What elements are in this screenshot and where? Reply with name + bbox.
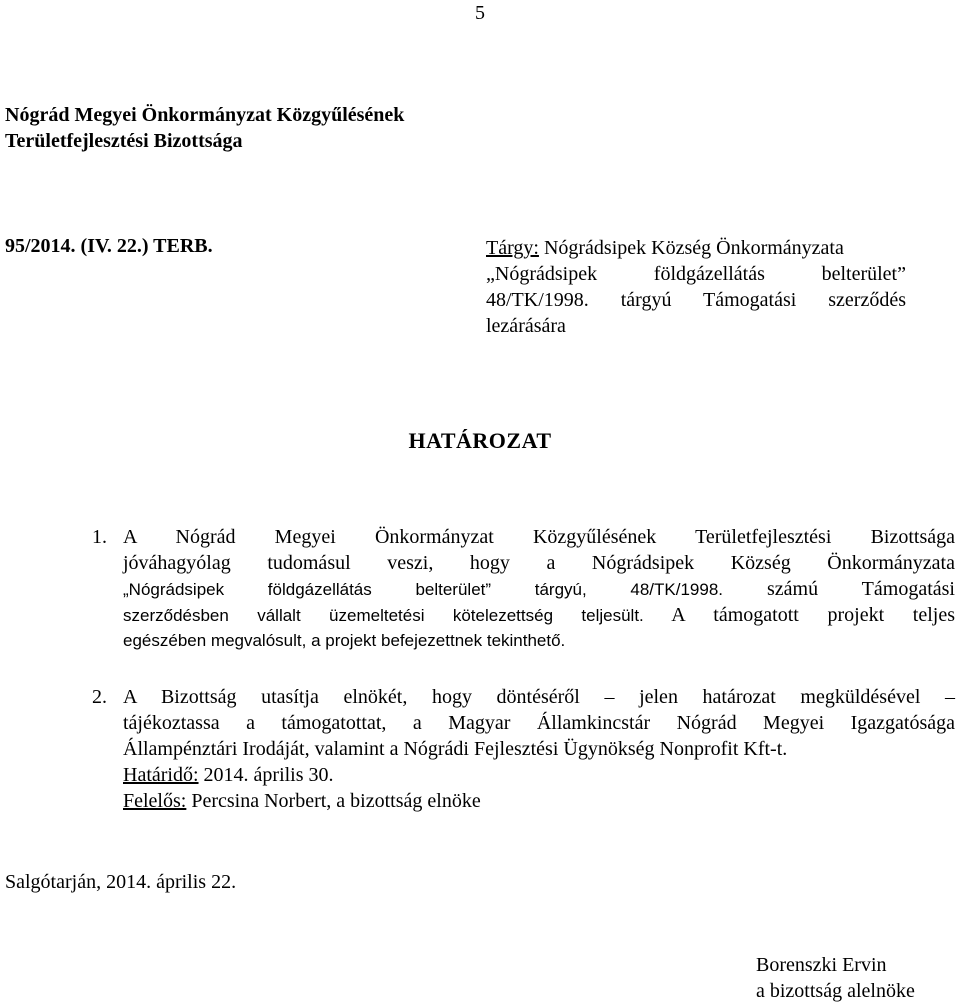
deadline-value: 2014. április 30. <box>198 764 334 786</box>
subject-line-2: „Nógrádsipek földgázellátás belterület” <box>486 263 906 285</box>
subject-block <box>486 235 906 339</box>
decision-id: 95/2014. (IV. 22.) TERB. <box>5 235 213 257</box>
point-1-line-4 <box>123 602 955 628</box>
responsible-line <box>123 788 955 814</box>
point-1-line-4-serif: A támogatott projekt teljes <box>643 604 955 626</box>
subject-label: Tárgy: <box>486 237 539 259</box>
point-1-line-3 <box>123 576 955 602</box>
point-1-paragraph <box>123 524 955 654</box>
responsible-value: Percsina Norbert, a bizottság elnöke <box>186 790 481 812</box>
point-2-line-1: A Bizottság utasítja elnökét, hogy döntéséről – jelen határozat megküldésével – <box>123 686 955 708</box>
point-2-line-3: Állampénztári Irodáját, valamint a Nógrádi Fejlesztési Ügynökség Nonprofit Kft-t. <box>123 738 788 760</box>
subject-line-1 <box>486 235 906 261</box>
header-line-1: Nógrád Megyei Önkormányzat Közgyűlésének <box>5 104 405 126</box>
document-title: HATÁROZAT <box>408 428 552 453</box>
point-1-line-2: jóváhagyólag tudomásul veszi, hogy a Nógrádsipek Község Önkormányzata <box>123 552 955 574</box>
point-1-number: 1. <box>92 526 107 548</box>
point-1-line-1: A Nógrád Megyei Önkormányzat Közgyűlésének Területfejlesztési Bizottsága <box>123 526 955 548</box>
signatory-role: a bizottság alelnöke <box>756 980 915 1002</box>
signature-block <box>756 952 915 1004</box>
point-1-line-5: egészében megvalósult, a projekt befejezettnek tekinthető. <box>123 631 566 650</box>
subject-line-3: 48/TK/1998. tárgyú Támogatási szerződés <box>486 289 906 311</box>
page-number: 5 <box>475 2 485 24</box>
point-2-number: 2. <box>92 686 107 708</box>
responsible-label: Felelős: <box>123 790 187 812</box>
subject-line-4: lezárására <box>486 315 566 337</box>
place-and-date: Salgótarján, 2014. április 22. <box>5 871 237 893</box>
point-1-line-3-sans: „Nógrádsipek földgázellátás belterület” tárgyú, 48/TK/1998. <box>123 580 724 599</box>
point-2-paragraph <box>123 684 955 814</box>
point-1-line-3-serif: számú Támogatási <box>723 578 955 600</box>
subject-line-1-text: Nógrádsipek Község Önkormányzata <box>538 237 844 259</box>
point-1-line-4-sans: szerződésben vállalt üzemeltetési kötelezettség teljesült. <box>123 606 644 625</box>
deadline-line <box>123 762 955 788</box>
point-2-line-2: tájékoztassa a támogatottat, a Magyar Államkincstár Nógrád Megyei Igazgatósága <box>123 712 955 734</box>
header-line-2: Területfejlesztési Bizottsága <box>5 130 243 152</box>
document-header <box>5 102 404 154</box>
signatory-name: Borenszki Ervin <box>756 954 887 976</box>
deadline-label: Határidő: <box>123 764 199 786</box>
